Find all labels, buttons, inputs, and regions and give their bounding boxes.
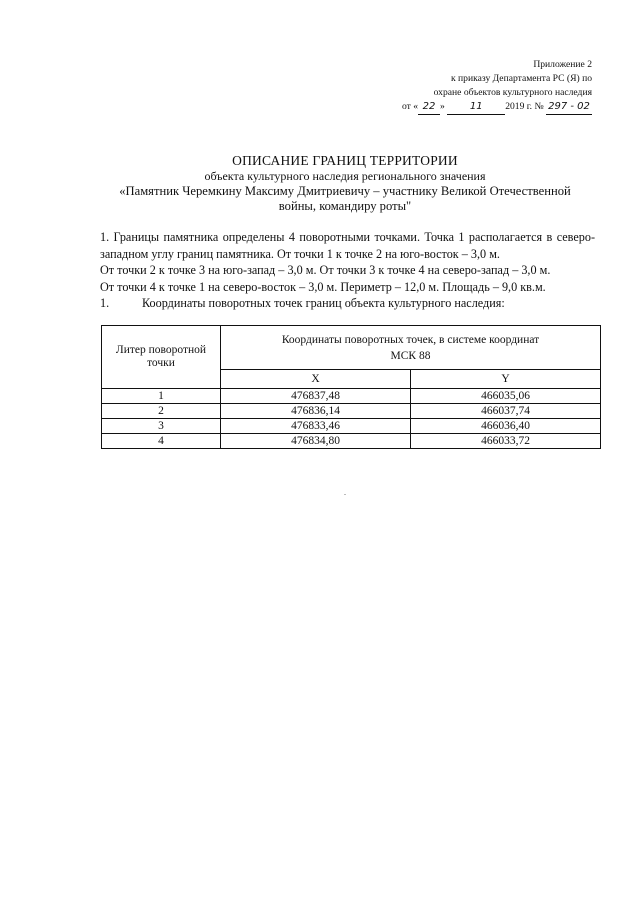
title-block bbox=[100, 152, 590, 214]
cell-y: 466033,72 bbox=[411, 434, 601, 449]
cell-x: 476833,46 bbox=[221, 419, 411, 434]
cell-x: 476836,14 bbox=[221, 404, 411, 419]
header-y: Y bbox=[411, 370, 601, 389]
scan-speck bbox=[344, 494, 346, 495]
appendix-title: Приложение 2 bbox=[533, 59, 592, 70]
table-row bbox=[102, 434, 601, 449]
object-name-line2: войны, командиру роты" bbox=[278, 199, 412, 213]
order-number: 297 - 02 bbox=[546, 100, 592, 115]
coordinates-table bbox=[101, 325, 601, 449]
date-month: 11 bbox=[447, 100, 505, 115]
cell-point: 3 bbox=[102, 419, 221, 434]
document-title: ОПИСАНИЕ ГРАНИЦ ТЕРРИТОРИИ bbox=[232, 153, 458, 168]
cell-y: 466036,40 bbox=[411, 419, 601, 434]
date-day: 22 bbox=[418, 100, 440, 115]
cell-y: 466035,06 bbox=[411, 389, 601, 404]
cell-x: 476834,80 bbox=[221, 434, 411, 449]
date-year: 2019 г. № bbox=[505, 101, 544, 112]
header-x: X bbox=[221, 370, 411, 389]
appendix-date-line bbox=[402, 100, 592, 115]
table-row bbox=[102, 389, 601, 404]
boundary-line-2: От точки 2 к точке 3 на юго-запад – 3,0 м. От точки 3 к точке 4 на северо-запад – 3,0 м. bbox=[100, 263, 551, 277]
appendix-department-line: охране объектов культурного наследия bbox=[433, 87, 592, 98]
list-text: Координаты поворотных точек границ объекта культурного наследия: bbox=[142, 296, 505, 310]
appendix-order-line: к приказу Департамента РС (Я) по bbox=[450, 73, 592, 84]
document-subtitle: объекта культурного наследия регионального значения bbox=[204, 169, 486, 183]
list-number: 1. bbox=[100, 296, 110, 310]
header-coordinates-line1: Координаты поворотных точек, в системе координат bbox=[281, 333, 540, 346]
boundary-line-3: От точки 4 к точке 1 на северо-восток – 3,0 м. Периметр – 12,0 м. Площадь – 9,0 кв.м. bbox=[100, 279, 546, 294]
table-row bbox=[102, 419, 601, 434]
date-prefix: от « bbox=[401, 101, 418, 112]
cell-point: 1 bbox=[102, 389, 221, 404]
date-mid: » bbox=[440, 101, 445, 112]
header-coordinates bbox=[221, 326, 601, 370]
table-row bbox=[102, 404, 601, 419]
document-body bbox=[100, 229, 595, 312]
header-coordinates-line2: МСК 88 bbox=[390, 349, 431, 362]
boundary-description: 1. Границы памятника определены 4 поворотными точками. Точка 1 располагается в северо-западном углу границ памятника. От точки 1 к точке 2 на юго-восток – 3,0 м. bbox=[100, 230, 595, 261]
list-item-coordinates bbox=[100, 295, 595, 312]
cell-point: 2 bbox=[102, 404, 221, 419]
cell-point: 4 bbox=[102, 434, 221, 449]
cell-y: 466037,74 bbox=[411, 404, 601, 419]
cell-x: 476837,48 bbox=[221, 389, 411, 404]
appendix-header bbox=[402, 58, 592, 115]
object-name-line1: «Памятник Черемкину Максиму Дмитриевичу – участнику Великой Отечественной bbox=[119, 184, 571, 198]
header-point-literal: Литер поворотной точки bbox=[102, 326, 221, 389]
